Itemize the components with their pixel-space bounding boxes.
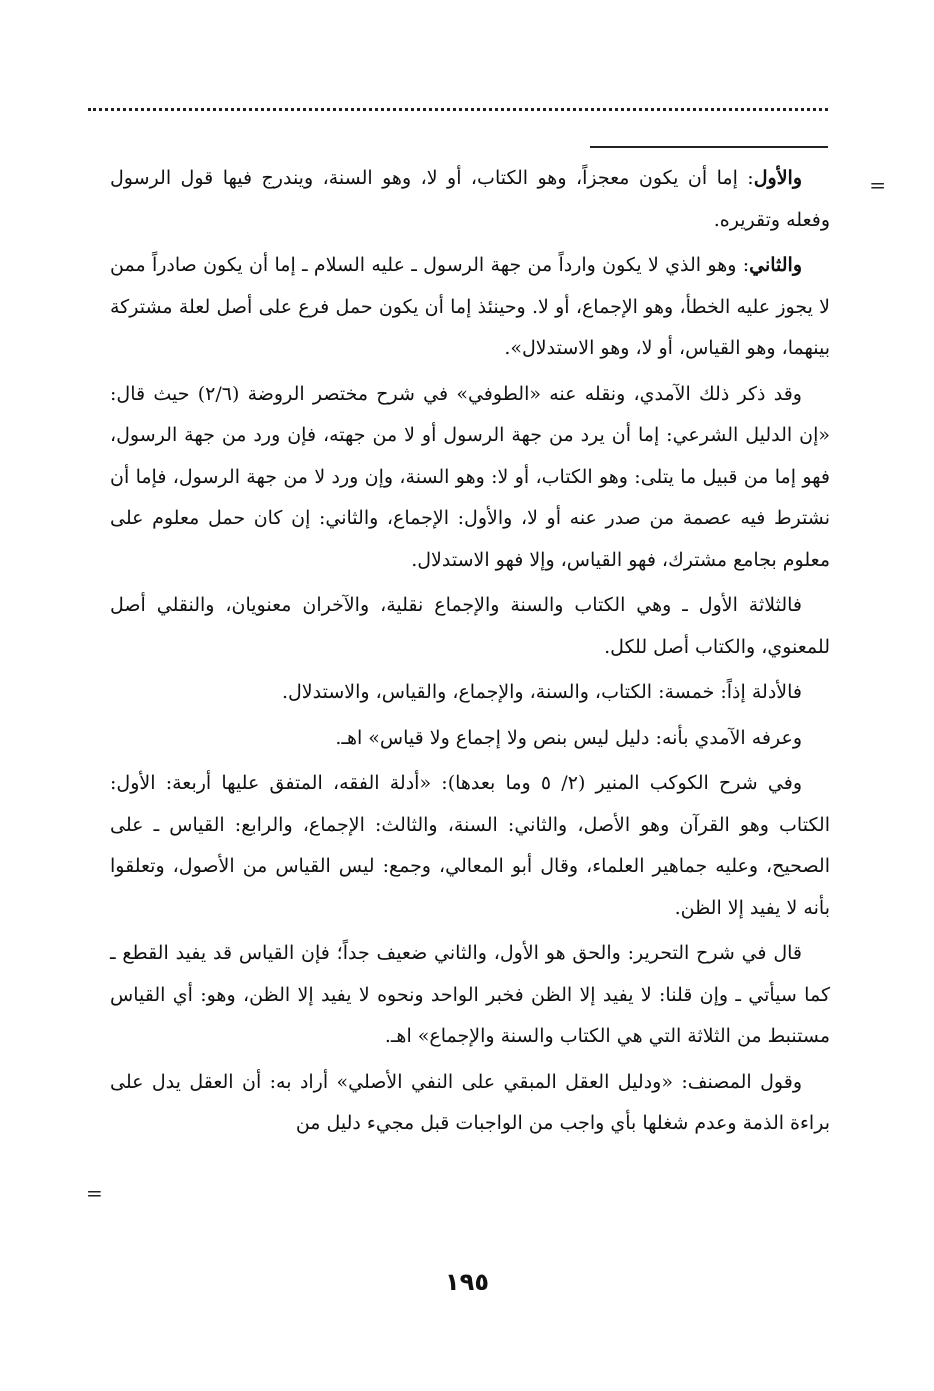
paragraph-lead: والثاني xyxy=(749,254,802,276)
paragraph-4 xyxy=(110,585,830,668)
paragraph-5 xyxy=(110,672,830,714)
paragraph-lead: والأول xyxy=(753,167,802,189)
footnote-dotted-separator xyxy=(88,108,828,111)
paragraph-2 xyxy=(110,245,830,370)
footnote-rule xyxy=(590,146,828,148)
paragraph-text: فالأدلة إذاً: خمسة: الكتاب، والسنة، والإجماع، والقياس، والاستدلال. xyxy=(281,681,802,703)
paragraph-text: فالثلاثة الأول ـ وهي الكتاب والسنة والإجماع نقلية، والآخران معنويان، والنقلي أصل للمعنوي، والكتاب أصل للكل. xyxy=(110,594,830,658)
paragraph-text: : وهو الذي لا يكون وارداً من جهة الرسول ـ عليه السلام ـ إما أن يكون صادراً ممن لا يجوز عليه الخطأ، وهو الإجماع، أو لا. وحينئذ إما أن يكون حمل فرع على أصل لعلة مشتركة بينهما، وهو القياس، أو لا، وهو الاستدلال». xyxy=(110,254,830,359)
paragraph-3 xyxy=(110,374,830,582)
continuation-mark-bottom: = xyxy=(86,1181,103,1205)
continuation-mark-top: = xyxy=(869,173,886,197)
paragraph-text: وفي شرح الكوكب المنير (٢/ ٥ وما بعدها): «أدلة الفقه، المتفق عليها أربعة: الأول: الكتاب وهو القرآن وهو الأصل، والثاني: السنة، والثالث: الإجماع، والرابع: القياس ـ على الصحيح، وعليه جماهير العلماء، وقال أبو المعالي، وجمع: ليس القياس من الأصول، وتعلقوا بأنه لا يفيد إلا الظن. xyxy=(110,772,830,919)
paragraph-9 xyxy=(110,1062,830,1145)
paragraph-7 xyxy=(110,763,830,929)
paragraph-6 xyxy=(110,718,830,760)
paragraph-text: : إما أن يكون معجزاً، وهو الكتاب، أو لا، وهو السنة، ويندرج فيها قول الرسول وفعله وتقريره. xyxy=(110,167,830,231)
paragraph-8 xyxy=(110,933,830,1058)
footnote-body xyxy=(110,158,830,1149)
paragraph-1 xyxy=(110,158,830,241)
paragraph-text: وقول المصنف: «ودليل العقل المبقي على النفي الأصلي» أراد به: أن العقل يدل على براءة الذمة وعدم شغلها بأي واجب من الواجبات قبل مجيء دليل من xyxy=(110,1070,830,1134)
paragraph-text: وعرفه الآمدي بأنه: دليل ليس بنص ولا إجماع ولا قياس» اهـ. xyxy=(335,726,802,749)
paragraph-text: وقد ذكر ذلك الآمدي، ونقله عنه «الطوفي» في شرح مختصر الروضة (٢/٦) حيث قال: «إن الدليل الشرعي: إما أن يرد من جهة الرسول أو لا من جهته، فإن ورد من جهة الرسول، فهو إما من قبيل ما يتلى: وهو الكتاب، أو لا: وهو السنة، وإن ورد لا من جهة الرسول، فإما أن نشترط فيه عصمة من صدر عنه أو لا، والأول: الإجماع، والثاني: إن كان حمل معلوم على معلوم بجامع مشترك، فهو القياس، وإلا فهو الاستدلال. xyxy=(110,382,830,571)
paragraph-text: قال في شرح التحرير: والحق هو الأول، والثاني ضعيف جداً؛ فإن القياس قد يفيد القطع ـ كما سيأتي ـ وإن قلنا: لا يفيد إلا الظن فخبر الواحد ونحوه لا يفيد إلا الظن، وهو: أي القياس مستنبط من الثلاثة التي هي الكتاب والسنة والإجماع» اهـ. xyxy=(110,942,830,1047)
page-number: ١٩٥ xyxy=(445,1268,489,1296)
